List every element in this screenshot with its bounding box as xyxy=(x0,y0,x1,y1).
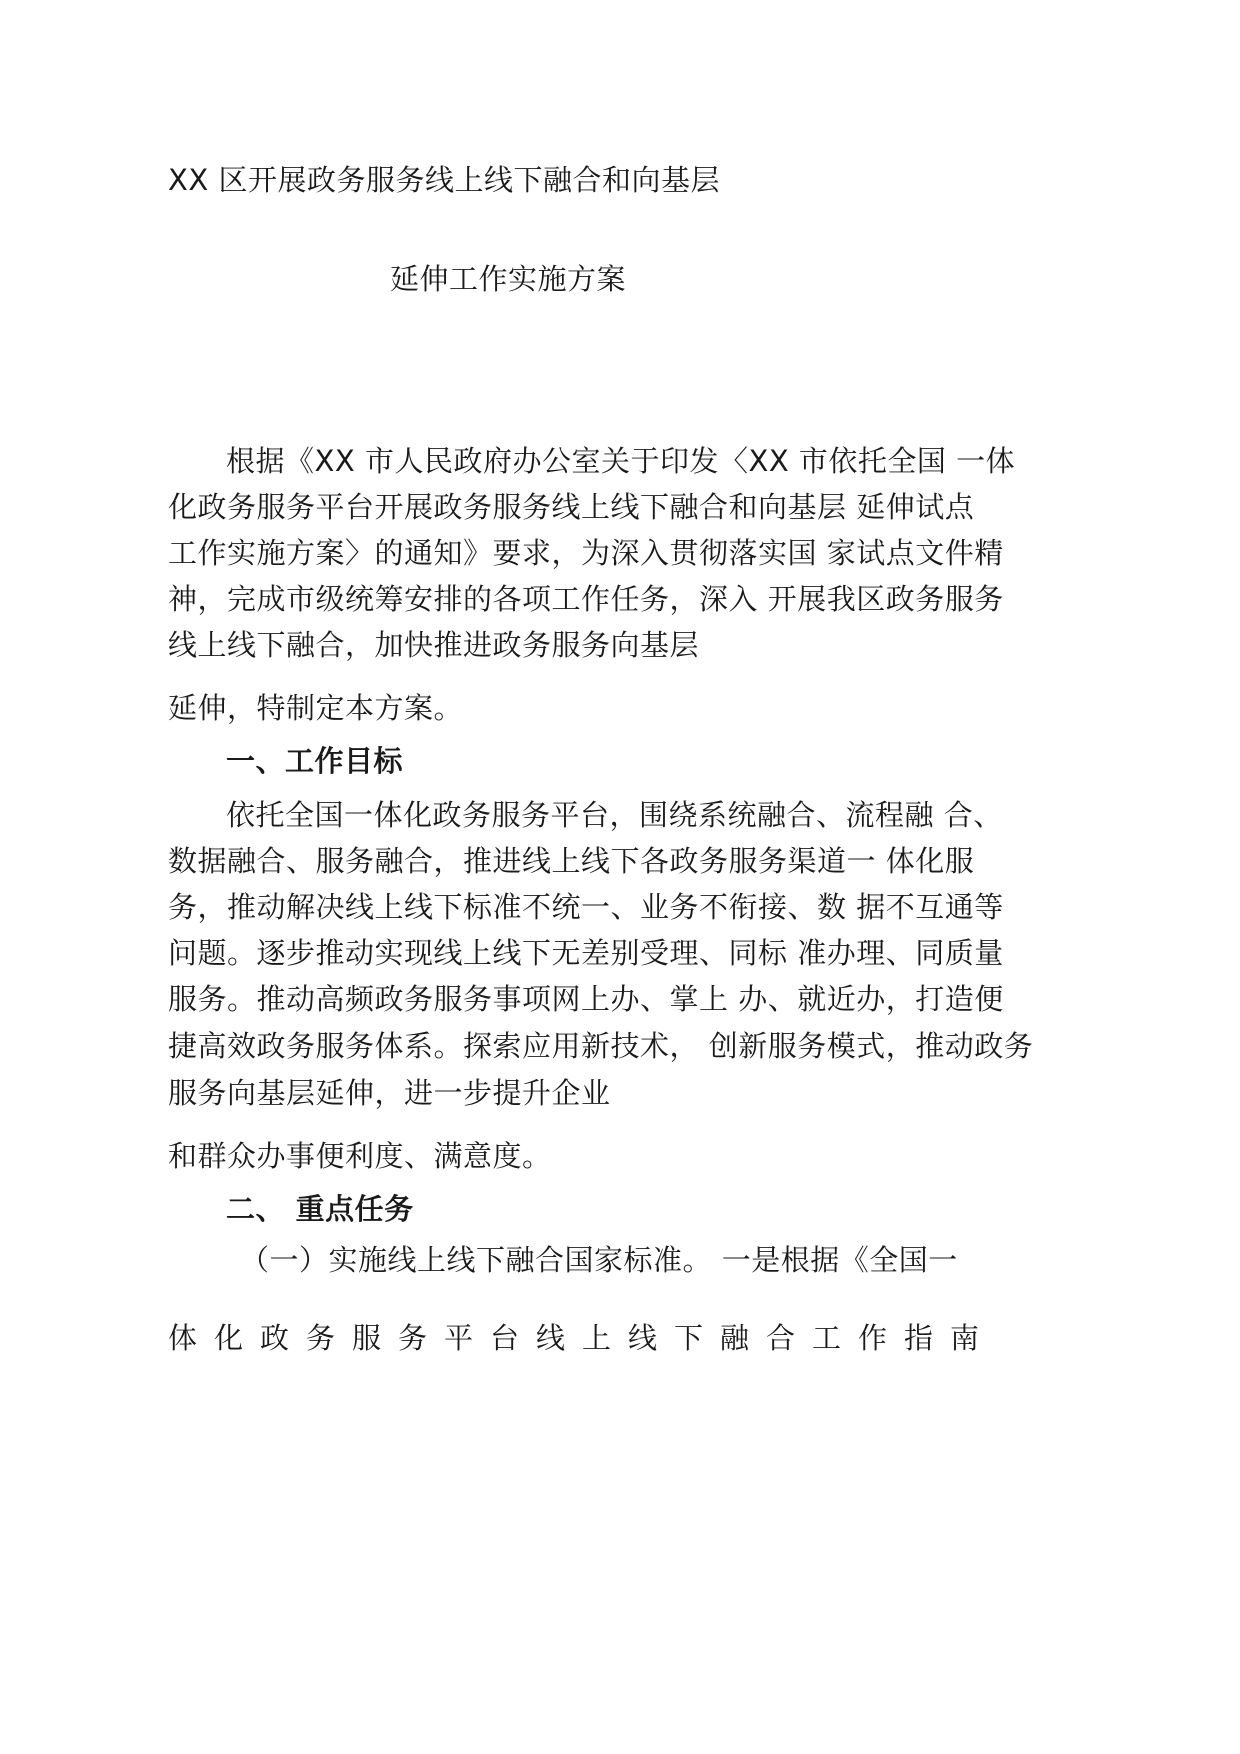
section-heading: 二、 重点任务 xyxy=(226,1192,414,1226)
intro-line: 神，完成市级统筹安排的各项工作任务，深入 开展我区政务服务 xyxy=(168,582,1004,616)
task-item-continuation: 体化政务服务平台线上线下融合工作指南 xyxy=(168,1321,997,1355)
body-line: 依托全国一体化政务服务平台，围绕系统融合、流程融 合、 xyxy=(226,798,1003,832)
body-line: 数据融合、服务融合，推进线上线下各政务服务渠道一 体化服 xyxy=(168,844,975,878)
body-line: 服务。推动高频政务服务事项网上办、掌上 办、就近办，打造便 xyxy=(168,982,1004,1016)
body-line: 捷高效政务服务体系。探索应用新技术， 创新服务模式，推动政务 xyxy=(168,1029,1034,1063)
intro-line: 化政务服务平台开展政务服务线上线下融合和向基层 延伸试点 xyxy=(168,490,975,524)
intro-line: 线上线下融合，加快推进政务服务向基层 xyxy=(168,628,700,662)
task-item: （一）实施线上线下融合国家标准。 一是根据《全国一 xyxy=(240,1243,958,1277)
title-line-1: XX 区开展政务服务线上线下融合和向基层 xyxy=(168,163,720,197)
intro-line: 根据《XX 市人民政府办公室关于印发〈XX 市依托全国 一体 xyxy=(226,444,1016,478)
body-line: 和群众办事便利度、满意度。 xyxy=(168,1139,552,1173)
title-line-2: 延伸工作实施方案 xyxy=(390,262,627,296)
body-line: 问题。逐步推动实现线上线下无差别受理、同标 准办理、同质量 xyxy=(168,936,1004,970)
body-line: 务，推动解决线上线下标准不统一、业务不衔接、数 据不互通等 xyxy=(168,890,1004,924)
body-line: 服务向基层延伸，进一步提升企业 xyxy=(168,1076,611,1110)
intro-line: 工作实施方案〉的通知》要求，为深入贯彻落实国 家试点文件精 xyxy=(168,536,1004,570)
intro-line: 延伸，特制定本方案。 xyxy=(168,691,464,725)
section-heading: 一、工作目标 xyxy=(226,744,404,778)
